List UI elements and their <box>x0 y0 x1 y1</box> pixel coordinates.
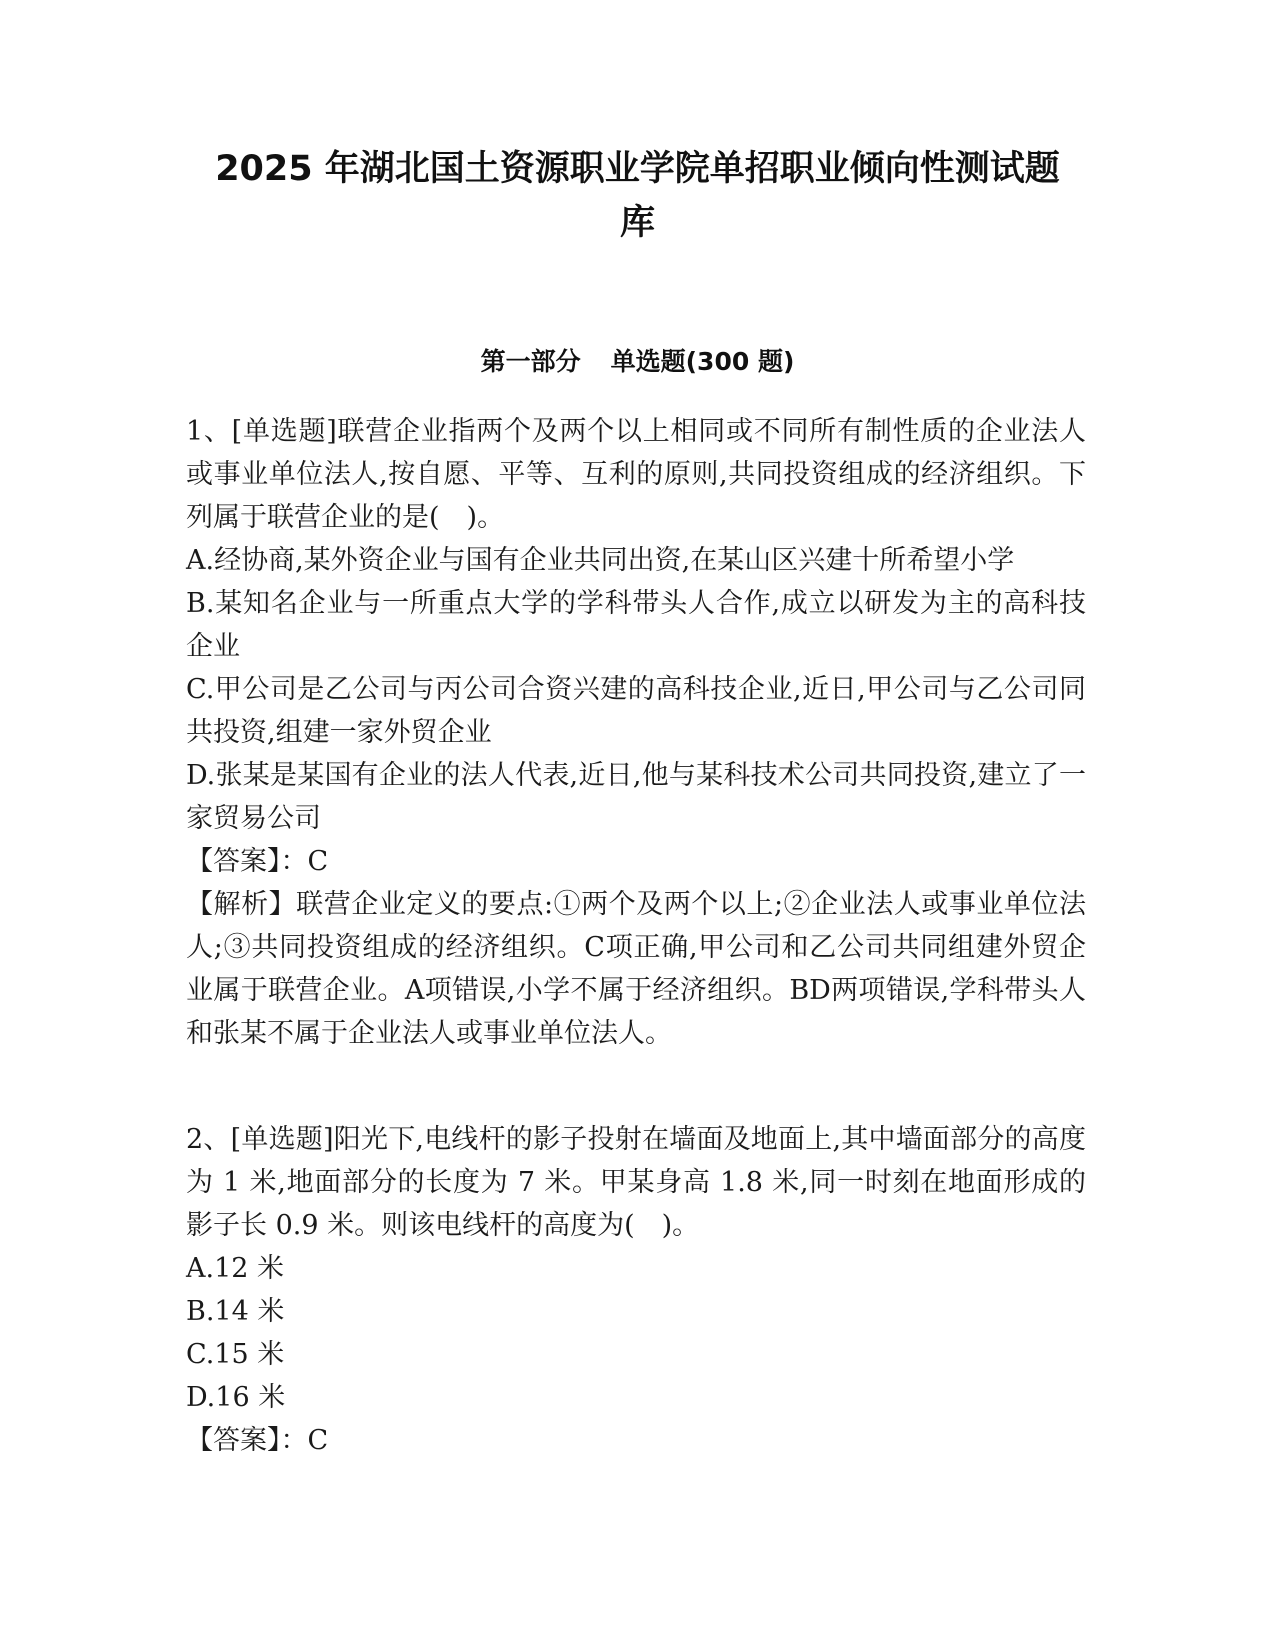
option-a: A.经协商,某外资企业与国有企业共同出资,在某山区兴建十所希望小学 <box>186 545 1015 576</box>
question-stem: 2、[单选题]阳光下,电线杆的影子投射在墙面及地面上,其中墙面部分的高度为 1 米,地面部分的长度为 7 米。甲某身高 1.8 米,同一时刻在地面形成的影子长 0.9 米。则该电线杆的高度为( )。 <box>186 1124 1086 1241</box>
option-d: D.张某是某国有企业的法人代表,近日,他与某科技术公司共同投资,建立了一家贸易公司 <box>186 760 1086 834</box>
option-b: B.某知名企业与一所重点大学的学科带头人合作,成立以研发为主的高科技企业 <box>186 588 1086 662</box>
section-name: 单选题(300 题) <box>610 347 795 376</box>
option-c: C.15 米 <box>186 1339 285 1370</box>
document-title <box>150 142 1125 250</box>
analysis-paragraph: 【解析】联营企业定义的要点:①两个及两个以上;②企业法人或事业单位法人;③共同投资组成的经济组织。C项正确,甲公司和乙公司共同组建外贸企业属于联营企业。A项错误,小学不属于经济组织。BD两项错误,学科带头人和张某不属于企业法人或事业单位法人。 <box>186 889 1086 1049</box>
option-b: B.14 米 <box>186 1296 285 1327</box>
question-2 <box>186 1118 1086 1462</box>
option-a: A.12 米 <box>186 1253 285 1284</box>
option-c: C.甲公司是乙公司与丙公司合资兴建的高科技企业,近日,甲公司与乙公司同共投资,组建一家外贸企业 <box>186 674 1086 748</box>
document-title-line-1: 2025 年湖北国土资源职业学院单招职业倾向性测试题 <box>215 149 1060 189</box>
section-heading <box>150 344 1125 380</box>
answer-line: 【答案】：C <box>186 1425 329 1456</box>
question-1 <box>186 410 1086 1055</box>
option-d: D.16 米 <box>186 1382 286 1413</box>
document-title-line-2: 库 <box>619 203 655 243</box>
answer-line: 【答案】：C <box>186 846 329 877</box>
section-part-label: 第一部分 <box>480 347 581 376</box>
question-stem: 1、[单选题]联营企业指两个及两个以上相同或不同所有制性质的企业法人或事业单位法人,按自愿、平等、互利的原则,共同投资组成的经济组织。下列属于联营企业的是( )。 <box>186 416 1086 533</box>
